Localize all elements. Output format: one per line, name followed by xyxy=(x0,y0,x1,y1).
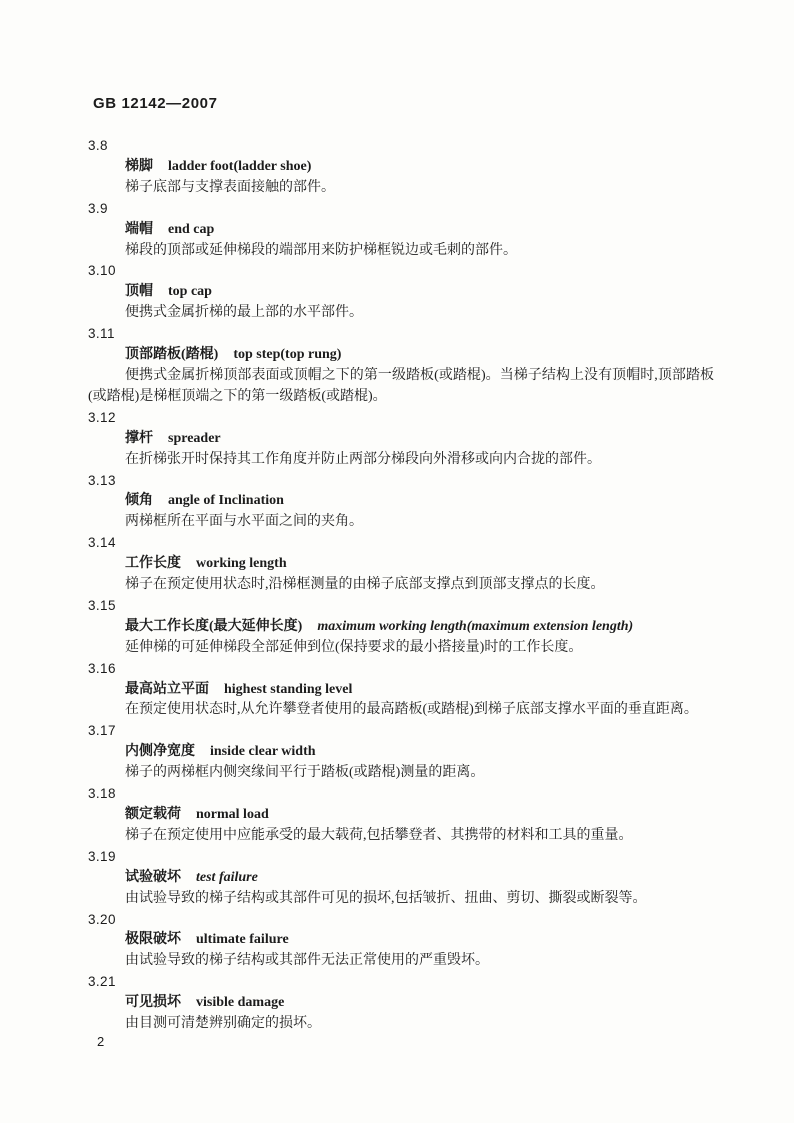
term-chinese: 内侧净宽度 xyxy=(125,744,195,760)
section-number: 3.8 xyxy=(88,138,108,153)
section-number: 3.12 xyxy=(88,409,116,425)
term-section xyxy=(88,596,714,659)
term-chinese: 试验破坏 xyxy=(125,869,181,885)
term-section xyxy=(88,199,714,262)
term-line xyxy=(88,491,714,512)
section-number: 3.13 xyxy=(88,472,116,488)
term-english: working length xyxy=(196,556,287,572)
term-definition: 梯子底部与支撑表面接触的部件。 xyxy=(125,179,335,195)
term-english: maximum working length(maximum extension length) xyxy=(317,618,634,634)
term-section xyxy=(88,972,714,1035)
term-definition: 由试验导致的梯子结构或其部件可见的损坏,包括皱折、扭曲、剪切、撕裂或断裂等。 xyxy=(125,890,647,906)
term-definition: 在折梯张开时保持其工作角度并防止两部分梯段向外滑移或向内合拢的部件。 xyxy=(125,451,601,467)
term-definition: 梯子在预定使用状态时,沿梯框测量的由梯子底部支撑点到顶部支撑点的长度。 xyxy=(125,577,605,593)
term-english: spreader xyxy=(168,430,221,446)
term-definition: 梯子的两梯框内侧突缘间平行于踏板(或踏棍)测量的距离。 xyxy=(125,765,485,781)
term-definition: 便携式金属折梯顶部表面或顶帽之下的第一级踏板(或踏棍)。当梯子结构上没有顶帽时,顶部踏板(或踏棍)是梯框顶端之下的第一级踏板(或踏棍)。 xyxy=(88,367,714,404)
section-number: 3.19 xyxy=(88,848,116,864)
term-section xyxy=(88,408,714,471)
term-chinese: 额定载荷 xyxy=(125,807,181,822)
term-line xyxy=(88,220,714,241)
section-number: 3.20 xyxy=(88,911,116,927)
term-chinese: 工作长度 xyxy=(125,556,181,572)
section-number: 3.18 xyxy=(88,786,116,802)
term-chinese: 极限破坏 xyxy=(125,932,181,948)
term-english: test failure xyxy=(196,869,258,885)
term-english: top step(top rung) xyxy=(233,347,342,363)
term-line xyxy=(88,742,714,763)
term-section xyxy=(88,471,714,534)
section-number: 3.15 xyxy=(88,597,116,613)
page-number: 2 xyxy=(97,1034,105,1049)
term-english: end cap xyxy=(168,221,215,237)
term-section xyxy=(88,136,714,199)
section-number: 3.17 xyxy=(88,723,116,739)
term-section xyxy=(88,659,714,722)
term-definition: 便携式金属折梯的最上部的水平部件。 xyxy=(125,305,363,321)
term-english: visible damage xyxy=(196,995,285,1011)
term-line xyxy=(88,805,714,826)
section-number: 3.16 xyxy=(88,660,116,676)
section-number: 3.10 xyxy=(88,263,116,279)
term-english: angle of Inclination xyxy=(168,493,284,509)
section-number: 3.21 xyxy=(88,974,116,990)
term-section xyxy=(88,261,714,324)
term-section xyxy=(88,910,714,973)
term-english: ultimate failure xyxy=(196,932,289,948)
term-chinese: 顶部踏板(踏棍) xyxy=(125,347,219,363)
term-line xyxy=(88,868,714,889)
term-definition: 梯子在预定使用中应能承受的最大载荷,包括攀登者、其携带的材料和工具的重量。 xyxy=(125,827,633,843)
term-english: highest standing level xyxy=(224,681,353,697)
term-english: inside clear width xyxy=(210,744,316,760)
terms-list xyxy=(88,136,714,1035)
term-section xyxy=(88,533,714,596)
standard-code-header: GB 12142—2007 xyxy=(93,95,218,112)
term-line xyxy=(88,554,714,575)
term-line xyxy=(88,282,714,303)
term-definition: 两梯框所在平面与水平面之间的夹角。 xyxy=(125,514,363,530)
section-number: 3.9 xyxy=(88,200,108,216)
term-chinese: 撑杆 xyxy=(125,430,153,446)
section-number: 3.14 xyxy=(88,535,116,551)
section-number: 3.11 xyxy=(88,326,115,342)
term-chinese: 可见损坏 xyxy=(125,995,181,1011)
term-line xyxy=(88,157,714,178)
term-chinese: 倾角 xyxy=(125,493,153,509)
term-chinese: 端帽 xyxy=(125,221,153,237)
term-line xyxy=(88,930,714,951)
term-english: top cap xyxy=(168,284,212,300)
term-chinese: 顶帽 xyxy=(125,284,153,300)
term-definition: 延伸梯的可延伸梯段全部延伸到位(保持要求的最小搭接量)时的工作长度。 xyxy=(125,639,583,655)
term-english: ladder foot(ladder shoe) xyxy=(168,158,312,174)
term-line xyxy=(88,993,714,1014)
term-line xyxy=(88,429,714,450)
term-english: normal load xyxy=(196,807,269,822)
term-chinese: 最高站立平面 xyxy=(125,681,209,697)
term-section xyxy=(88,847,714,910)
term-line xyxy=(88,680,714,701)
term-chinese: 梯脚 xyxy=(125,158,153,174)
term-definition: 由目测可清楚辨别确定的损坏。 xyxy=(125,1016,321,1032)
term-definition: 梯段的顶部或延伸梯段的端部用来防护梯框锐边或毛刺的部件。 xyxy=(125,242,517,258)
term-line xyxy=(88,345,714,366)
term-section xyxy=(88,721,714,784)
term-chinese: 最大工作长度(最大延伸长度) xyxy=(125,618,303,634)
term-definition: 由试验导致的梯子结构或其部件无法正常使用的严重毁坏。 xyxy=(125,953,489,969)
term-definition: 在预定使用状态时,从允许攀登者使用的最高踏板(或踏棍)到梯子底部支撑水平面的垂直距离。 xyxy=(125,702,698,718)
term-section xyxy=(88,784,714,847)
term-section xyxy=(88,324,714,408)
term-line xyxy=(88,617,714,638)
